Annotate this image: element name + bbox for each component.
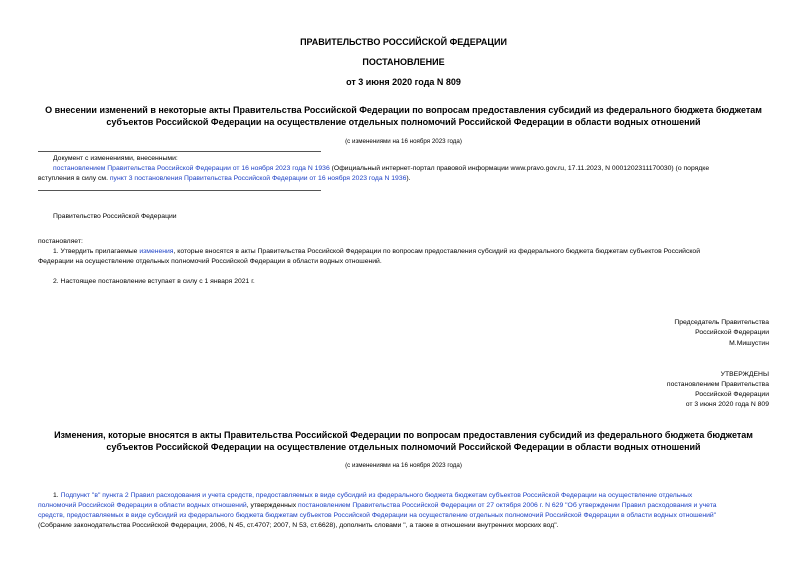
document-title-line2: субъектов Российской Федерации на осуществление отдельных полномочий Российской Федерации в области водных отношений <box>106 117 701 127</box>
changes-paragraph-line2 <box>38 501 717 511</box>
changes-paragraph-number: 1. <box>53 492 61 499</box>
changes-link[interactable]: изменения <box>139 248 174 255</box>
changes-title-line1: Изменения, которые вносятся в акты Правительства Российской Федерации по вопросам предоставления субсидий из федерального бюджета бюджетам <box>54 430 753 440</box>
amendment-link-1936[interactable]: постановлением Правительства Российской Федерации от 16 ноября 2023 года N 1936 <box>53 165 330 172</box>
doc-type-heading: ПОСТАНОВЛЕНИЕ <box>362 57 445 67</box>
body-government: Правительство Российской Федерации <box>53 213 177 220</box>
decree-629-link-cont[interactable]: средств, предоставляемых в виде субсидий из федерального бюджета бюджетам субъектов Российской Федерации на осуществление отдельных полномочий Российской Федерации в области водных отношений" <box>38 512 717 519</box>
paragraph-1-line2: Федерации на осуществление отдельных полномочий Российской Федерации в области водных отношений. <box>38 258 382 265</box>
signature-name: М.Мишустин <box>729 340 769 347</box>
signature-title: Председатель Правительства <box>674 319 769 326</box>
paragraph-1-text: , которые вносятся в акты Правительства Российской Федерации по вопросам предоставления субсидий из федерального бюджета бюджетам субъектов Российской <box>173 248 700 255</box>
divider-bottom <box>38 190 321 191</box>
approval-line3: Российской Федерации <box>695 391 769 398</box>
amendment-source-text: (Официальный интернет-портал правовой информации www.pravo.gov.ru, 17.11.2023, N 0001202311170030) (о порядке <box>329 165 710 172</box>
doc-date-number: от 3 июня 2020 года N 809 <box>346 77 461 87</box>
government-heading: ПРАВИТЕЛЬСТВО РОССИЙСКОЙ ФЕДЕРАЦИИ <box>300 37 507 47</box>
rules-link-cont[interactable]: полномочий Российской Федерации в области водных отношений <box>38 502 247 509</box>
changes-amended-note: (с изменениями на 16 ноября 2023 года) <box>345 462 462 469</box>
rules-link[interactable]: Подпункт "в" пункта 2 Правил расходования и учета средств, предоставляемых в виде субсидий из федерального бюджета бюджетам субъектов Российской Федерации на осуществление отдельных <box>60 492 693 499</box>
changes-paragraph-line4: (Собрание законодательства Российской Федерации, 2006, N 45, ст.4707; 2007, N 53, ст.6628), дополнить словами ", а также в отношении внутренних морских вод". <box>38 522 559 529</box>
paragraph-1-start: 1. Утвердить прилагаемые <box>53 248 140 255</box>
body-decree: постановляет: <box>38 238 83 245</box>
approval-line4: от 3 июня 2020 года N 809 <box>685 401 769 408</box>
amendments-intro: Документ с изменениями, внесенными: <box>53 155 178 162</box>
amendment-link-point3[interactable]: пункт 3 постановления Правительства Российской Федерации от 16 ноября 2023 года N 1936 <box>109 175 407 182</box>
amendment-entry-text: вступления в силу см. <box>38 175 110 182</box>
divider-top <box>38 151 321 152</box>
signature-org: Российской Федерации <box>695 329 769 336</box>
changes-approved-text: , утвержденных <box>246 502 299 509</box>
amended-note: (с изменениями на 16 ноября 2023 года) <box>345 138 462 145</box>
decree-629-link[interactable]: постановлением Правительства Российской Федерации от 27 октября 2006 г. N 629 "Об утверждении Правил расходования и учета <box>298 502 717 509</box>
amendments-line1 <box>38 164 768 174</box>
approval-line2: постановлением Правительства <box>666 381 769 388</box>
changes-title-line2: субъектов Российской Федерации на осуществление отдельных полномочий Российской Федерации в области водных отношений <box>106 442 701 452</box>
changes-paragraph-line3 <box>38 511 716 521</box>
amendments-line2 <box>38 174 411 184</box>
amendment-end-text: ). <box>406 175 411 182</box>
paragraph-1-line1 <box>38 247 768 257</box>
document-title-line1: О внесении изменений в некоторые акты Правительства Российской Федерации по вопросам предоставления субсидий из федерального бюджета бюджетам <box>45 105 762 115</box>
approval-heading: УТВЕРЖДЕНЫ <box>720 371 769 378</box>
changes-paragraph-line1 <box>38 491 768 501</box>
paragraph-2: 2. Настоящее постановление вступает в силу с 1 января 2021 г. <box>53 278 255 285</box>
